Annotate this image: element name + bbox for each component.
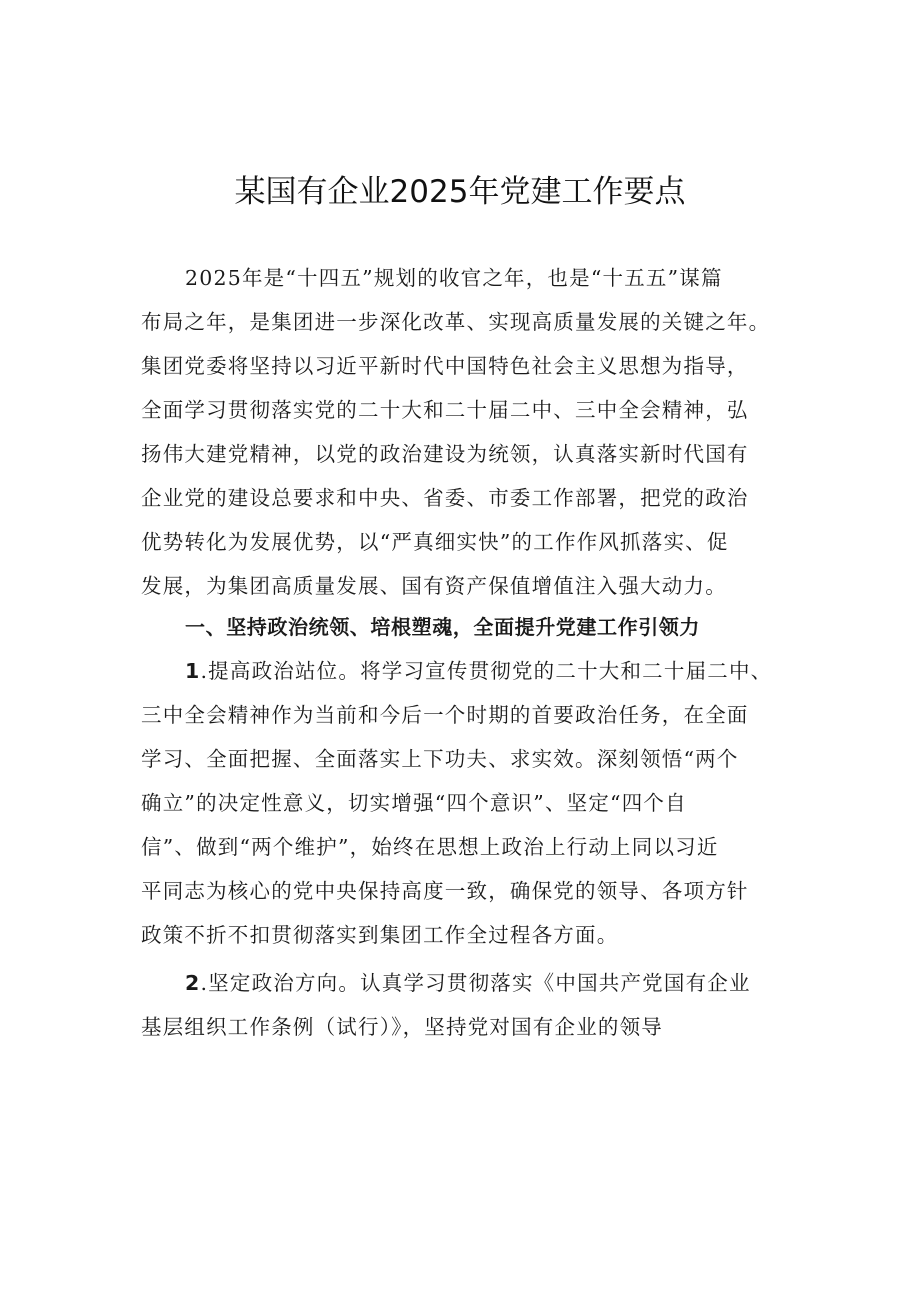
intro-line-2: 布局之年，是集团进一步深化改革、实现高质量发展的关键之年。: [141, 310, 771, 334]
item-2-first-line: [185, 968, 800, 998]
section-1-heading: 一、坚持政治统领、培根塑魂，全面提升党建工作引领力: [185, 615, 700, 639]
item-1-line-7: 政策不折不扣贯彻落实到集团工作全过程各方面。: [141, 923, 619, 947]
intro-line-3: 集团党委将坚持以习近平新时代中国特色社会主义思想为指导，: [141, 354, 749, 378]
intro-line-1: 2025年是“十四五”规划的收官之年，也是“十五五”谋篇: [185, 266, 723, 290]
intro-line-8: 发展，为集团高质量发展、国有资产保值增值注入强大动力。: [141, 574, 727, 598]
item-1-line-3: 学习、全面把握、全面落实上下功夫、求实效。深刻领悟“两个: [141, 747, 739, 771]
item-1-number: 1: [185, 659, 201, 683]
intro-line-6: 企业党的建设总要求和中央、省委、市委工作部署，把党的政治: [141, 486, 749, 510]
intro-line-4: 全面学习贯彻落实党的二十大和二十届二中、三中全会精神，弘: [141, 398, 749, 422]
item-1-first-line: [185, 656, 800, 686]
document-title: 某国有企业2025年党建工作要点: [234, 174, 686, 210]
item-1-line-6: 平同志为核心的党中央保持高度一致，确保党的领导、各项方针: [141, 879, 749, 903]
item-2-number: 2: [185, 971, 201, 995]
item-2-line-2: 基层组织工作条例（试行）》，坚持党对国有企业的领导: [141, 1015, 663, 1039]
item-2-first-text: .坚定政治方向。认真学习贯彻落实《中国共产党国有企业: [200, 971, 751, 995]
item-1-line-2: 三中全会精神作为当前和今后一个时期的首要政治任务，在全面: [141, 703, 749, 727]
intro-line-7: 优势转化为发展优势，以“严真细实快”的工作作风抓落实、促: [141, 530, 729, 554]
item-1-first-text: .提高政治站位。将学习宣传贯彻党的二十大和二十届二中、: [200, 659, 773, 683]
item-1-line-4: 确立”的决定性意义，切实增强“四个意识”、坚定“四个自: [141, 791, 687, 815]
item-1-line-5: 信”、做到“两个维护”，始终在思想上政治上行动上同以习近: [141, 835, 719, 859]
intro-line-5: 扬伟大建党精神，以党的政治建设为统领，认真落实新时代国有: [141, 442, 749, 466]
